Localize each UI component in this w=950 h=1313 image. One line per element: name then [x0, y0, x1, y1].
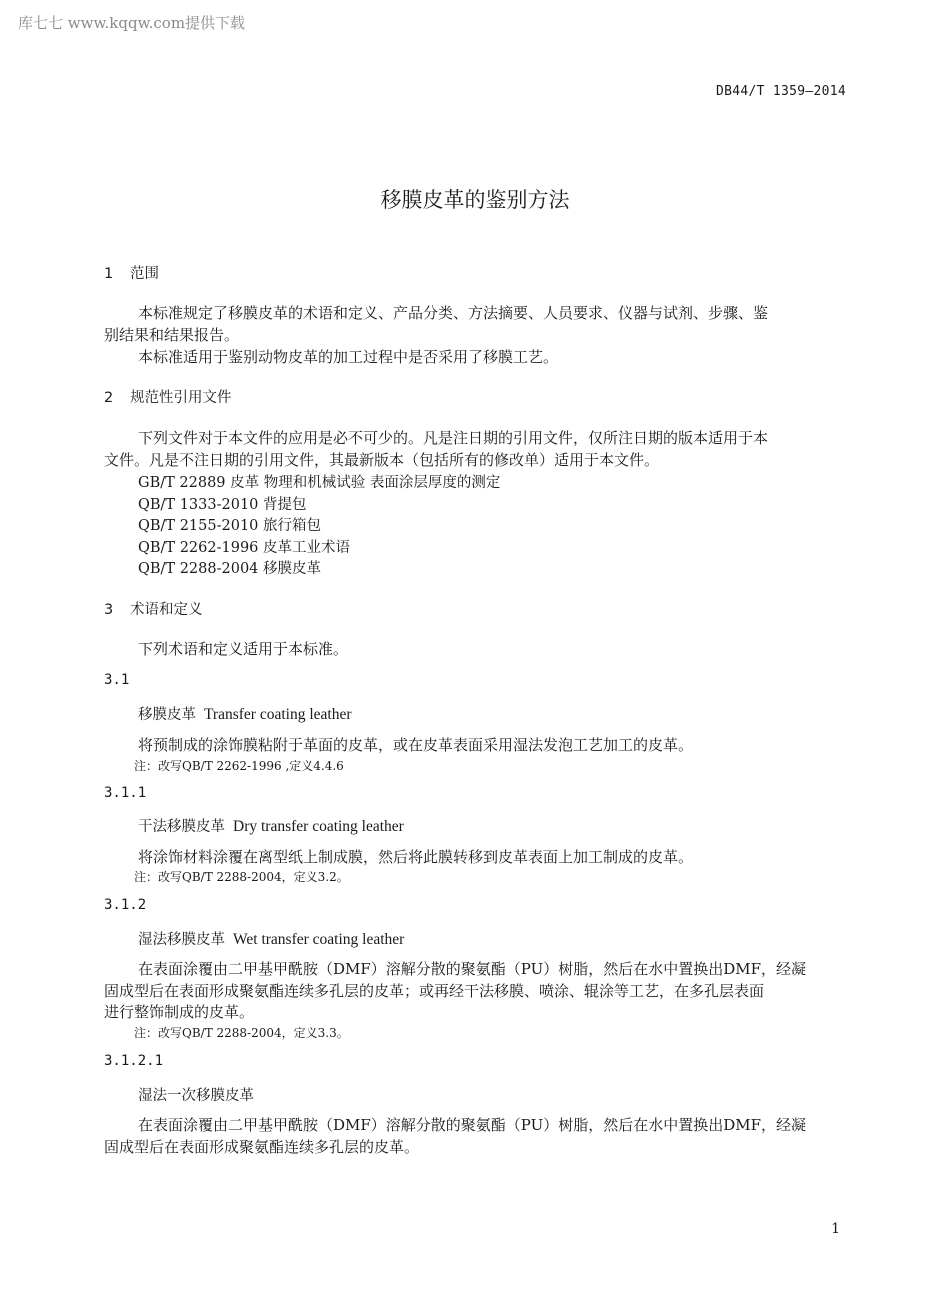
section-3-intro: 下列术语和定义适用于本标准。 [138, 640, 349, 658]
term-3-1 [138, 703, 352, 724]
section-number: 2 [104, 390, 114, 406]
clause-number: 3.1.2.1 [104, 1053, 164, 1069]
definition-3-1-2-line2: 固成型后在表面形成聚氨酯连续多孔层的皮革；或再经干法移膜、喷涂、辊涂等工艺，在多孔层表面 [104, 982, 765, 1000]
note-3-1-2: 注：改写QB/T 2288-2004，定义3.3。 [134, 1026, 349, 1040]
section-3-heading [104, 598, 203, 619]
section-2-para-line2: 文件。凡是不注日期的引用文件，其最新版本（包括所有的修改单）适用于本文件。 [104, 451, 660, 469]
section-title: 术语和定义 [130, 602, 203, 618]
reference-item: QB/T 2288-2004 移膜皮革 [138, 561, 322, 577]
section-number: 3 [104, 602, 114, 618]
note-3-1-1: 注：改写QB/T 2288-2004，定义3.2。 [134, 870, 349, 884]
term-en: Dry transfer coating leather [233, 818, 404, 835]
term-3-1-2 [138, 928, 404, 949]
section-1-para1-line1: 本标准规定了移膜皮革的术语和定义、产品分类、方法摘要、人员要求、仪器与试剂、步骤、鉴 [138, 304, 769, 322]
watermark-text: 库七七 www.kqqw.com提供下载 [18, 14, 246, 32]
reference-item: QB/T 1333-2010 背提包 [138, 497, 307, 513]
section-title: 范围 [130, 266, 159, 282]
document-number: DB44/T 1359—2014 [715, 84, 846, 99]
section-1-heading [104, 262, 159, 283]
clause-number: 3.1.1 [104, 785, 147, 801]
section-1-para2: 本标准适用于鉴别动物皮革的加工过程中是否采用了移膜工艺。 [138, 348, 559, 366]
definition-3-1-1: 将涂饰材料涂覆在离型纸上制成膜，然后将此膜转移到皮革表面上加工制成的皮革。 [138, 848, 694, 866]
definition-3-1-2-line1: 在表面涂覆由二甲基甲酰胺（DMF）溶解分散的聚氨酯（PU）树脂，然后在水中置换出DMF，经凝 [138, 960, 807, 978]
term-3-1-2-1 [138, 1084, 254, 1105]
section-2-para-line1: 下列文件对于本文件的应用是必不可少的。凡是注日期的引用文件，仅所注日期的版本适用于本 [138, 429, 769, 447]
page-number: 1 [831, 1221, 840, 1237]
definition-3-1-2-line3: 进行整饰制成的皮革。 [104, 1003, 255, 1021]
clause-number: 3.1 [104, 672, 130, 688]
note-3-1: 注：改写QB/T 2262-1996 ,定义4.4.6 [134, 759, 344, 773]
term-en: Wet transfer coating leather [233, 931, 405, 948]
section-2-heading [104, 386, 232, 407]
term-cn: 干法移膜皮革 [138, 819, 225, 835]
term-cn: 移膜皮革 [138, 707, 196, 723]
reference-item: QB/T 2262-1996 皮革工业术语 [138, 540, 351, 556]
page-title: 移膜皮革的鉴别方法 [380, 188, 570, 212]
term-cn: 湿法移膜皮革 [138, 932, 225, 948]
definition-3-1-2-1-line2: 固成型后在表面形成聚氨酯连续多孔层的皮革。 [104, 1138, 420, 1156]
definition-3-1: 将预制成的涂饰膜粘附于革面的皮革，或在皮革表面采用湿法发泡工艺加工的皮革。 [138, 736, 694, 754]
section-number: 1 [104, 266, 114, 282]
reference-item: QB/T 2155-2010 旅行箱包 [138, 518, 322, 534]
term-3-1-1 [138, 815, 404, 836]
clause-number: 3.1.2 [104, 897, 147, 913]
reference-item: GB/T 22889 皮革 物理和机械试验 表面涂层厚度的测定 [138, 475, 501, 491]
definition-3-1-2-1-line1: 在表面涂覆由二甲基甲酰胺（DMF）溶解分散的聚氨酯（PU）树脂，然后在水中置换出DMF，经凝 [138, 1116, 807, 1134]
term-cn: 湿法一次移膜皮革 [138, 1088, 254, 1104]
term-en: Transfer coating leather [204, 706, 352, 723]
section-title: 规范性引用文件 [130, 390, 232, 406]
section-1-para1-line2: 别结果和结果报告。 [104, 326, 240, 344]
